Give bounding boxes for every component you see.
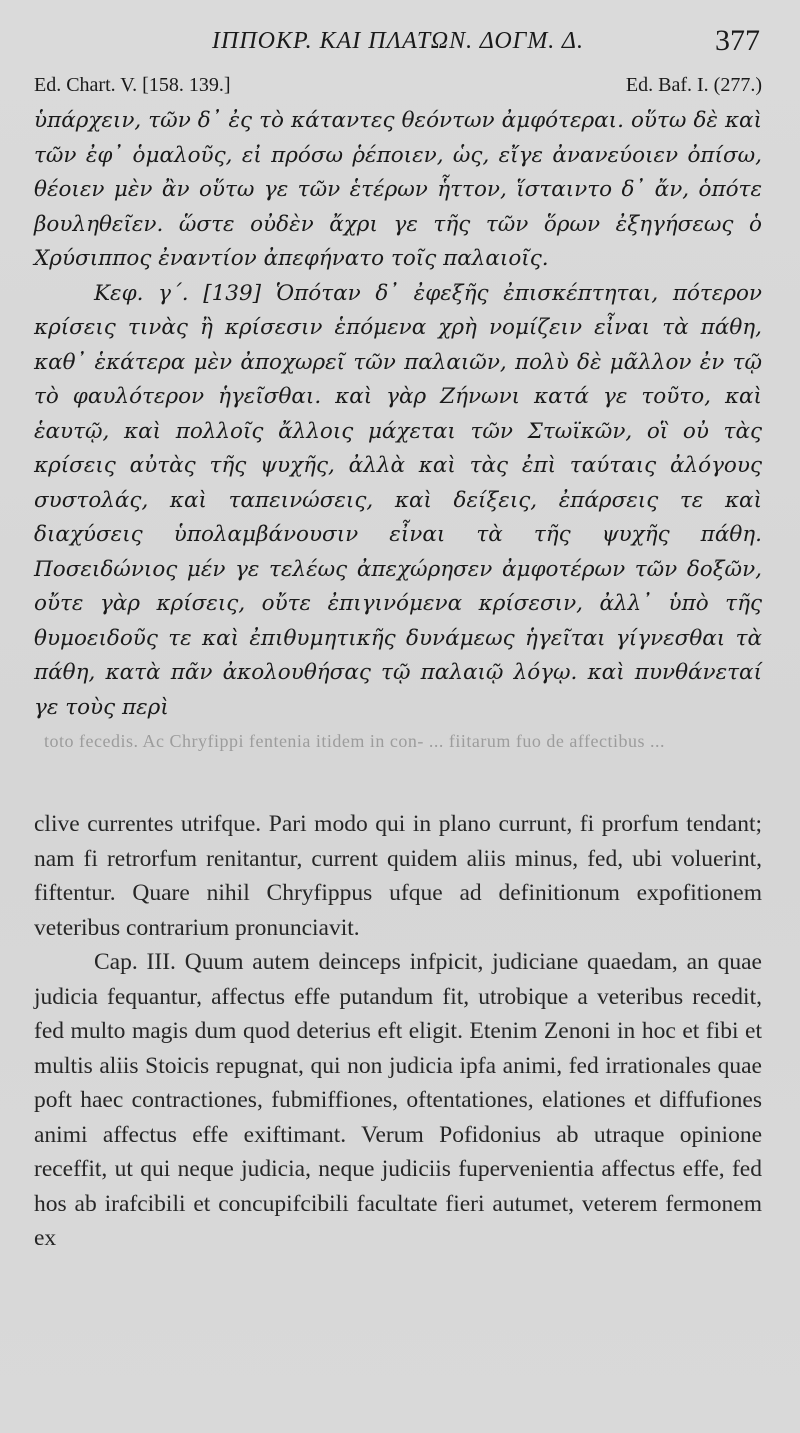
greek-text xyxy=(34,104,762,725)
greek-paragraph-1: ὑπάρχειν, τῶν δ᾽ ἐς τὸ κάταντες θεόντων ἀμφότεραι. οὕτω δὲ καὶ τῶν ἐφ᾽ ὁμαλοῦς, εἰ πρόσω ῥέποιεν, ὡς, εἴγε ἀνανεύοιεν ὀπίσω, θέοιεν μὲν ἂν οὕτω γε τῶν ἑτέρων ἧττον, ἵσταιντο δ᾽ ἄν, ὁπότε βουληθεῖεν. ὥστε οὐδὲν ἄχρι γε τῆς τῶν ὅρων ἐξηγήσεως ὁ Χρύσιππος ἐναντίον ἀπεφήνατο τοῖς παλαιοῖς. xyxy=(34,108,762,271)
latin-paragraph-1: clive currentes utrifque. Pari modo qui in plano currunt, fi prorfum tendant; nam fi retrorfum renitantur, current quidem aliis minus, fed, ubi voluerint, fiftentur. Quare nihil Chryfippus ufque ad definitionum expofitionem veteribus contrarium pronunciavit. xyxy=(34,811,762,941)
running-title: ΙΠΠΟΚΡ. ΚΑΙ ΠΛΑΤΩΝ. ΔΟΓΜ. Δ. xyxy=(212,28,584,54)
edition-right: Ed. Baf. I. (277.) xyxy=(625,74,762,96)
running-head xyxy=(34,0,762,70)
edition-line xyxy=(34,74,762,102)
bleed-through-text: toto fecedis. Ac Chryfippi fentenia itidem in con- ... fiitarum fuo de affectibus ... xyxy=(44,731,666,751)
latin-text xyxy=(34,807,762,1256)
page-number: 377 xyxy=(715,24,760,57)
column-gap xyxy=(34,725,762,807)
latin-paragraph-2: Cap. III. Quum autem deinceps infpicit, judiciane quaedam, an quae judicia fequantur, affectus effe putandum fit, utrobique a veteribus recedit, fed multo magis dum quod deterius eft eligit. Etenim Zenoni in hoc et fibi et multis aliis Stoicis repugnat, qui non judicia ipfa animi, fed irrationales quae poft haec contractiones, fubmiffiones, oftentationes, elationes et diffufiones animi affectus effe exiftimant. Verum Pofidonius ab utraque opinione receffit, ut qui neque judicia, neque judiciis fupervenientia affectus effe, fed hos ab irafcibili et concupifcibili facultate fieri autumet, veterem fermonem ex xyxy=(34,949,762,1251)
greek-paragraph-2: Κεφ. γ΄. [139] Ὁπόταν δ᾽ ἐφεξῆς ἐπισκέπτηται, πότερον κρίσεις τινὰς ἢ κρίσεσιν ἑπόμενα χρὴ νομίζειν εἶναι τὰ πάθη, καθ᾽ ἑκάτερα μὲν ἀποχωρεῖ τῶν παλαιῶν, πολὺ δὲ μᾶλλον ἐν τῷ τὸ φαυλότερον ἡγεῖσθαι. καὶ γὰρ Ζήνωνι κατά γε τοῦτο, καὶ ἑαυτῷ, καὶ πολλοῖς ἄλλοις μάχεται τῶν Στωϊκῶν, οἳ οὐ τὰς κρίσεις αὐτὰς τῆς ψυχῆς, ἀλλὰ καὶ τὰς ἐπὶ ταύταις ἀλόγους συστολάς, καὶ ταπεινώσεις, καὶ δείξεις, ἐπάρσεις τε καὶ διαχύσεις ὑπολαμβάνουσιν εἶναι τὰ τῆς ψυχῆς πάθη. Ποσειδώνιος μέν γε τελέως ἀπεχώρησεν ἀμφοτέρων τῶν δοξῶν, οὔτε γὰρ κρίσεις, οὔτε ἐπιγινόμενα κρίσεσιν, ἀλλ᾽ ὑπὸ τῆς θυμοειδοῦς τε καὶ ἐπιθυμητικῆς δυνάμεως ἡγεῖται γίγνεσθαι τὰ πάθη, κατὰ πᾶν ἀκολουθήσας τῷ παλαιῷ λόγῳ. καὶ πυνθάνεταί γε τοὺς περὶ xyxy=(34,280,762,720)
edition-left: Ed. Chart. V. [158. 139.] xyxy=(34,74,231,96)
